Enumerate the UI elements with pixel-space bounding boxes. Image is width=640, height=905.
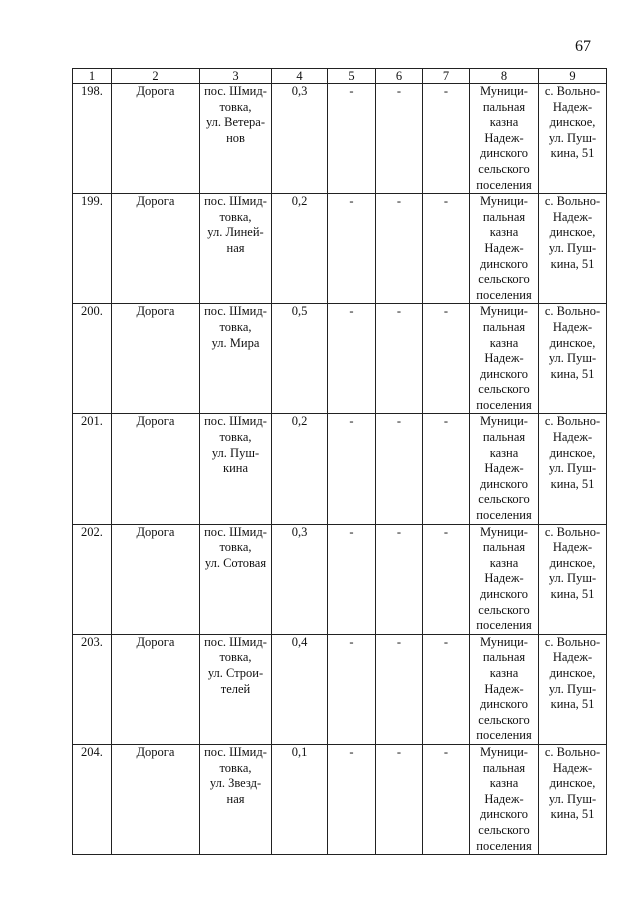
row-number: 202. <box>73 524 112 634</box>
object-length: 0,3 <box>272 524 328 634</box>
column-6-value: - <box>376 194 423 304</box>
row-number: 201. <box>73 414 112 524</box>
table-row <box>73 414 607 524</box>
column-header-9: 9 <box>539 69 607 84</box>
object-length: 0,1 <box>272 744 328 854</box>
column-6-value: - <box>376 634 423 744</box>
column-7-value: - <box>423 744 470 854</box>
object-name: Дорога <box>112 634 200 744</box>
object-name: Дорога <box>112 524 200 634</box>
rights-holder: Муници- пальная казна Надеж- динского сельского поселения <box>470 524 539 634</box>
rights-holder: Муници- пальная казна Надеж- динского сельского поселения <box>470 414 539 524</box>
object-length: 0,2 <box>272 194 328 304</box>
column-header-4: 4 <box>272 69 328 84</box>
column-header-3: 3 <box>200 69 272 84</box>
column-header-8: 8 <box>470 69 539 84</box>
column-6-value: - <box>376 414 423 524</box>
rights-holder: Муници- пальная казна Надеж- динского сельского поселения <box>470 744 539 854</box>
column-header-1: 1 <box>73 69 112 84</box>
object-location: пос. Шмид- товка, ул. Сотовая <box>200 524 272 634</box>
column-7-value: - <box>423 414 470 524</box>
column-7-value: - <box>423 194 470 304</box>
object-name: Дорога <box>112 84 200 194</box>
table-row <box>73 744 607 854</box>
column-6-value: - <box>376 304 423 414</box>
column-7-value: - <box>423 634 470 744</box>
object-name: Дорога <box>112 414 200 524</box>
object-name: Дорога <box>112 304 200 414</box>
column-7-value: - <box>423 304 470 414</box>
holder-address: с. Вольно- Надеж- динское, ул. Пуш- кина, 51 <box>539 744 607 854</box>
table-row <box>73 304 607 414</box>
object-location: пос. Шмид- товка, ул. Ветера- нов <box>200 84 272 194</box>
object-length: 0,3 <box>272 84 328 194</box>
rights-holder: Муници- пальная казна Надеж- динского сельского поселения <box>470 194 539 304</box>
row-number: 200. <box>73 304 112 414</box>
object-location: пос. Шмид- товка, ул. Строи- телей <box>200 634 272 744</box>
column-6-value: - <box>376 524 423 634</box>
column-6-value: - <box>376 744 423 854</box>
column-5-value: - <box>328 524 376 634</box>
row-number: 198. <box>73 84 112 194</box>
column-header-7: 7 <box>423 69 470 84</box>
rights-holder: Муници- пальная казна Надеж- динского сельского поселения <box>470 634 539 744</box>
row-number: 204. <box>73 744 112 854</box>
column-7-value: - <box>423 524 470 634</box>
object-name: Дорога <box>112 744 200 854</box>
holder-address: с. Вольно- Надеж- динское, ул. Пуш- кина, 51 <box>539 84 607 194</box>
object-name: Дорога <box>112 194 200 304</box>
holder-address: с. Вольно- Надеж- динское, ул. Пуш- кина, 51 <box>539 414 607 524</box>
column-6-value: - <box>376 84 423 194</box>
property-register-table <box>72 68 607 855</box>
object-length: 0,2 <box>272 414 328 524</box>
column-header-5: 5 <box>328 69 376 84</box>
object-length: 0,5 <box>272 304 328 414</box>
table-row <box>73 84 607 194</box>
column-5-value: - <box>328 304 376 414</box>
column-7-value: - <box>423 84 470 194</box>
column-header-6: 6 <box>376 69 423 84</box>
table-row <box>73 194 607 304</box>
column-5-value: - <box>328 634 376 744</box>
object-location: пос. Шмид- товка, ул. Пуш- кина <box>200 414 272 524</box>
column-number-row <box>73 69 607 84</box>
column-5-value: - <box>328 744 376 854</box>
object-length: 0,4 <box>272 634 328 744</box>
column-header-2: 2 <box>112 69 200 84</box>
holder-address: с. Вольно- Надеж- динское, ул. Пуш- кина, 51 <box>539 194 607 304</box>
column-5-value: - <box>328 414 376 524</box>
row-number: 199. <box>73 194 112 304</box>
column-5-value: - <box>328 194 376 304</box>
object-location: пос. Шмид- товка, ул. Мира <box>200 304 272 414</box>
holder-address: с. Вольно- Надеж- динское, ул. Пуш- кина, 51 <box>539 634 607 744</box>
table-row <box>73 634 607 744</box>
column-5-value: - <box>328 84 376 194</box>
object-location: пос. Шмид- товка, ул. Звезд- ная <box>200 744 272 854</box>
page-number: 67 <box>575 38 591 55</box>
holder-address: с. Вольно- Надеж- динское, ул. Пуш- кина, 51 <box>539 304 607 414</box>
table-row <box>73 524 607 634</box>
rights-holder: Муници- пальная казна Надеж- динского сельского поселения <box>470 84 539 194</box>
rights-holder: Муници- пальная казна Надеж- динского сельского поселения <box>470 304 539 414</box>
holder-address: с. Вольно- Надеж- динское, ул. Пуш- кина, 51 <box>539 524 607 634</box>
row-number: 203. <box>73 634 112 744</box>
object-location: пос. Шмид- товка, ул. Линей- ная <box>200 194 272 304</box>
